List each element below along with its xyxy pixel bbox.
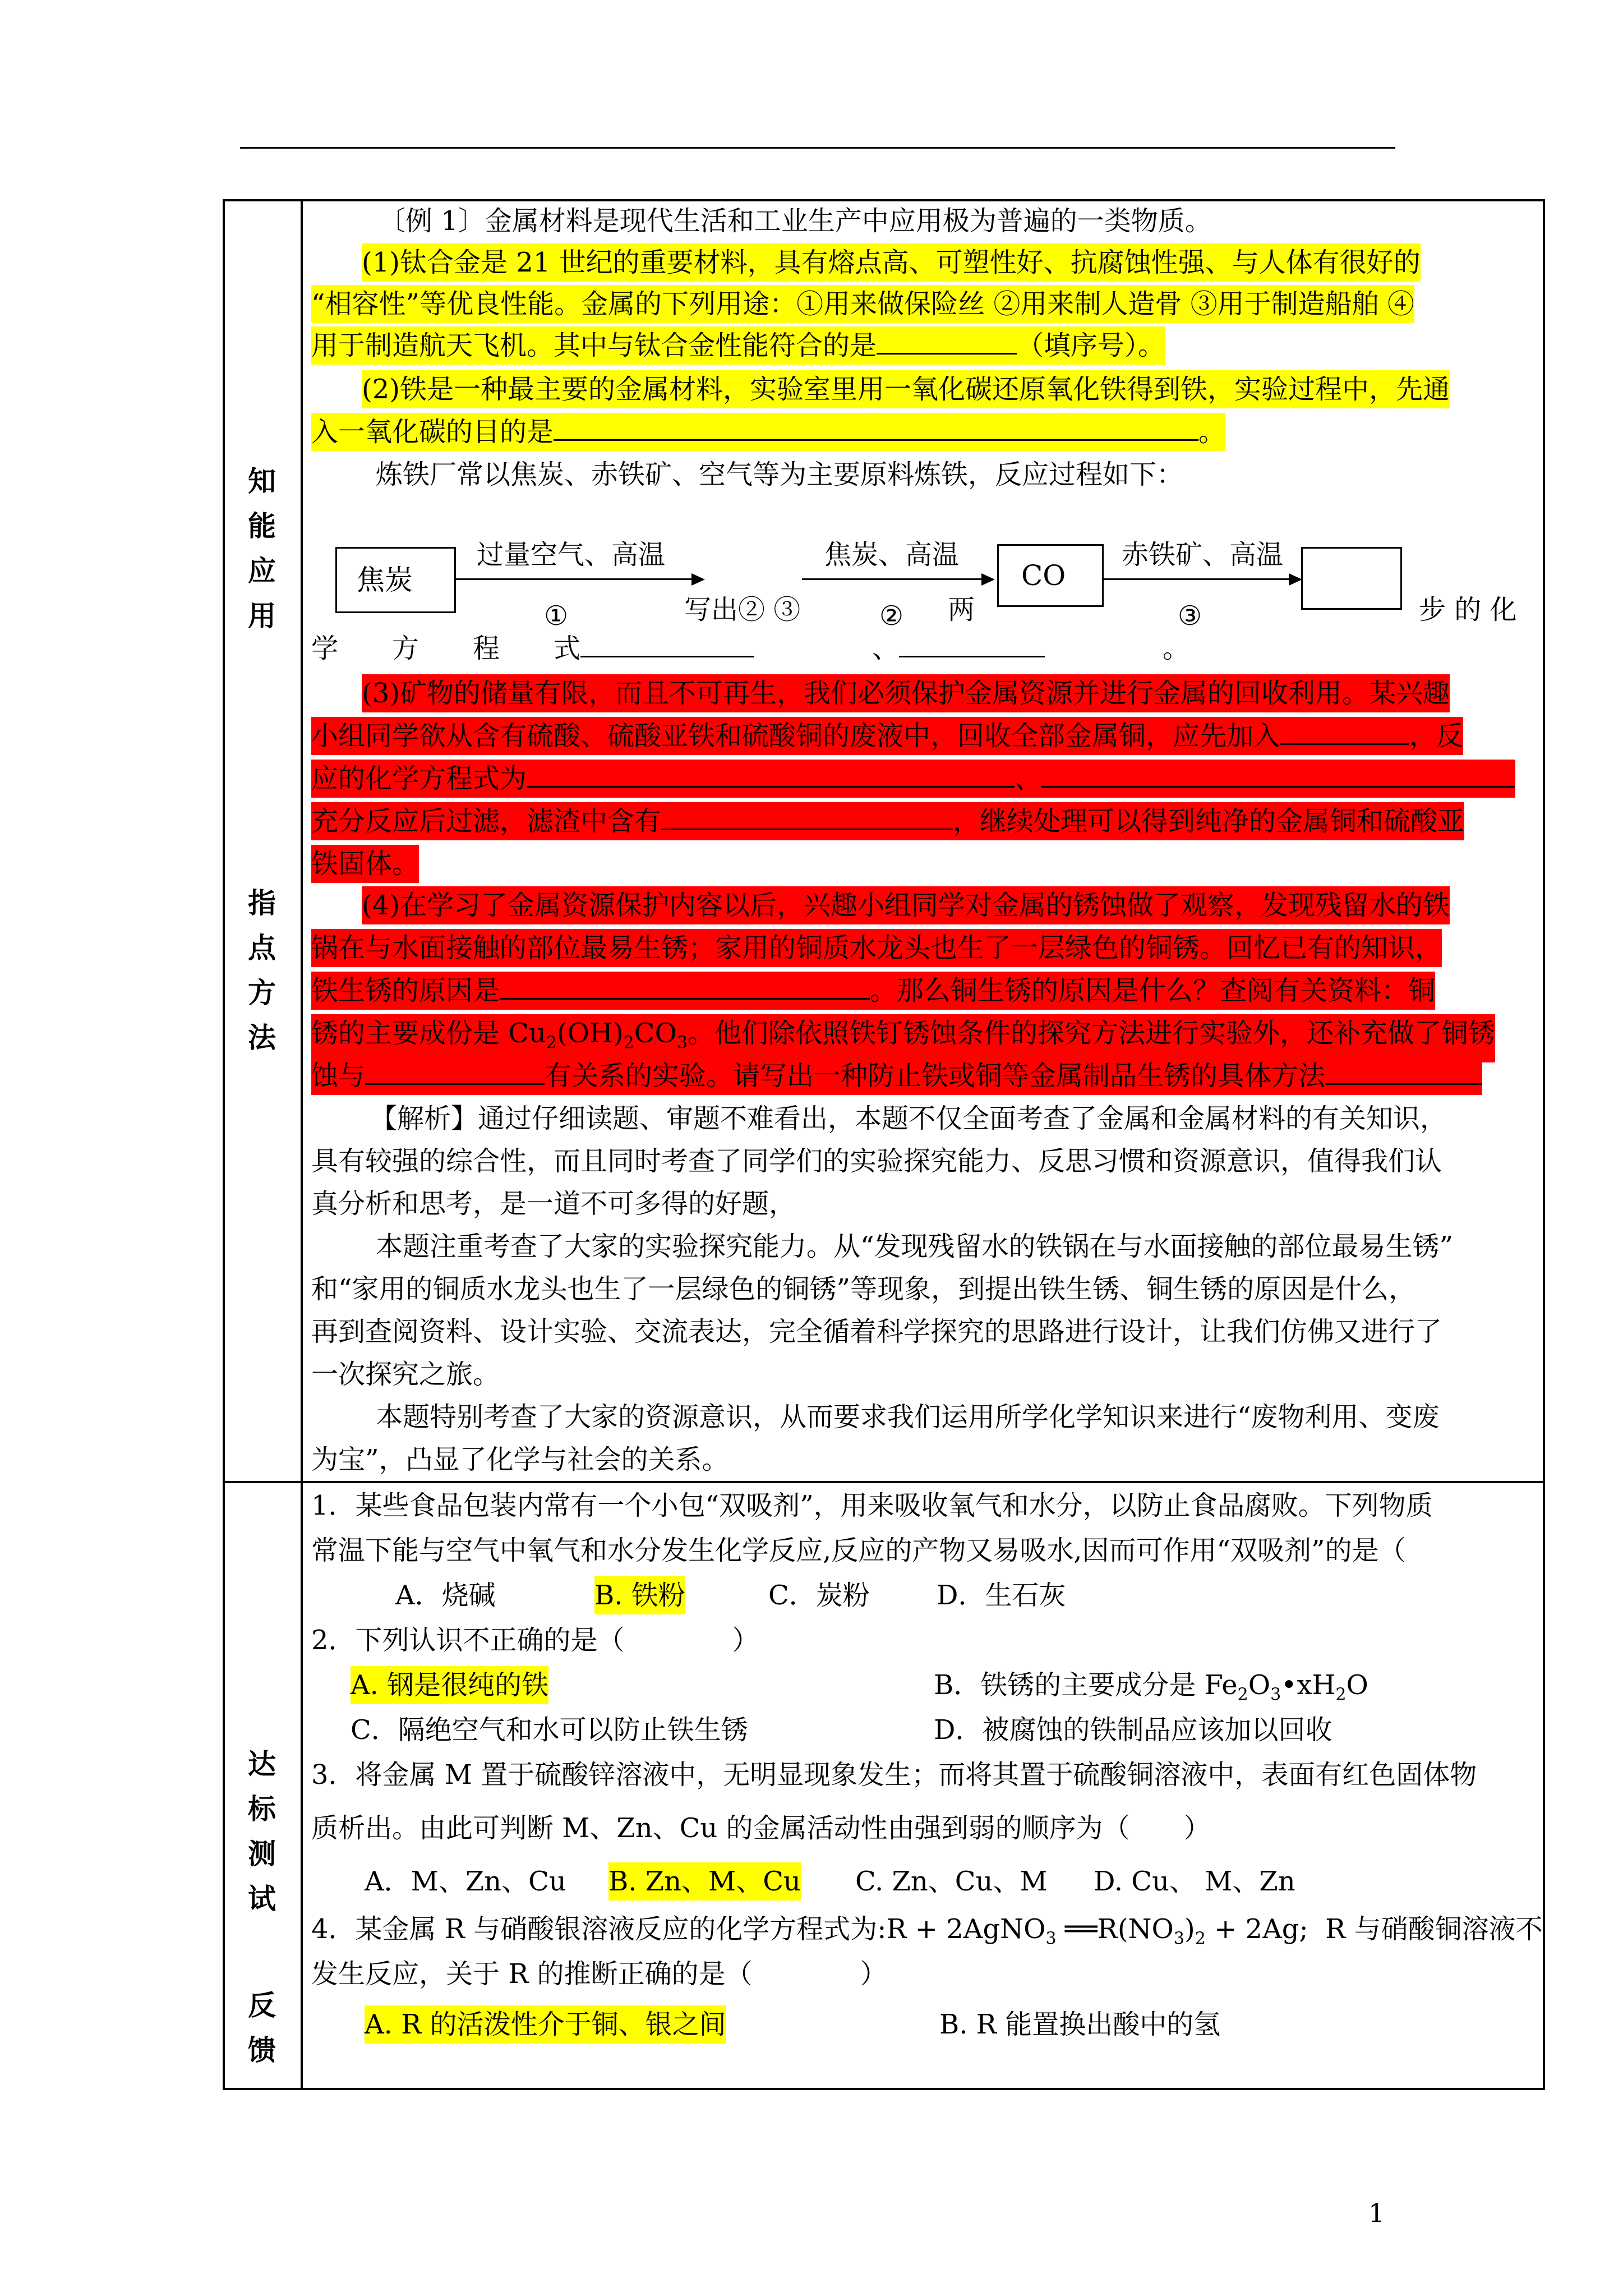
page-number: 1: [1368, 2198, 1385, 2228]
test-q1-option-c[interactable]: C．炭粉: [768, 1580, 870, 1611]
test-q3-option-b[interactable]: B. Zn、M、Cu: [608, 1862, 801, 1901]
flow-inline-text: 写出② ③: [684, 594, 801, 625]
flow-arrow2-label: 焦炭、高温: [824, 539, 960, 570]
flow-inline-text2: 两: [948, 594, 975, 625]
flow-arrow1-label: 过量空气、高温: [477, 539, 666, 570]
flow-arrow-1: [456, 578, 703, 580]
header-rule: [240, 147, 1395, 149]
test-q3-option-a[interactable]: A．M、Zn、Cu: [365, 1866, 566, 1897]
q1-line2: “相容性”等优良性能。金属的下列用途：①用来做保险丝 ②用来制人造骨 ③用于制造船舶 ④: [311, 285, 1414, 323]
q4-line3: 铁生锈的原因是 。那么铜生锈的原因是什么？查阅有关资料：铜: [311, 972, 1435, 1010]
flow-box-coke: 焦炭: [335, 547, 456, 613]
test-q2-option-b[interactable]: B．铁锈的主要成分是 $Fe_2O_3•xH_2O$: [934, 1669, 1368, 1705]
q4-line1: (4)在学习了金属资源保护内容以后，兴趣小组同学对金属的锈蚀做了观察，发现残留水的铁: [362, 886, 1450, 924]
flow-arrow3-num: ③: [1178, 600, 1202, 632]
side-label-test: 达 标 测 试: [248, 1747, 276, 1915]
column-divider: [301, 199, 303, 2090]
test-q1-option-b[interactable]: B. 铁粉: [594, 1576, 685, 1614]
q3-line5: 铁固体。: [311, 845, 419, 883]
q3-line1: (3)矿物的储量有限，而且不可再生，我们必须保护金属资源并进行金属的回收利用。某兴趣: [362, 674, 1450, 712]
q4-line2: 锅在与水面接触的部位最易生锈；家用的铜质水龙头也生了一层绿色的铜锈。回忆已有的知识，: [311, 929, 1442, 967]
side-label-top: 知 能 应 用: [248, 464, 276, 632]
equation-line: 学 方 程 式 、 。: [311, 633, 1190, 664]
q3-line2: 小组同学欲从含有硫酸、硫酸亚铁和硫酸铜的废液中，回收全部金属铜，应先加入 ，反: [311, 717, 1463, 755]
analysis-line1: 【解析】通过仔细读题、审题不难看出，本题不仅全面考查了金属和金属材料的有关知识，: [370, 1103, 1447, 1134]
test-q1-option-d[interactable]: D．生石灰: [937, 1580, 1066, 1611]
test-q3-option-d[interactable]: D. Cu、 M、Zn: [1094, 1866, 1295, 1897]
flow-inline-text3: 步 的 化: [1419, 594, 1517, 625]
flow-arrow2-num: ②: [879, 600, 904, 632]
test-q3-line1: 3．将金属 M 置于硫酸锌溶液中，无明显现象发生；而将其置于硫酸铜溶液中，表面有红色固体物: [311, 1759, 1477, 1791]
flow-arrow1-num: ①: [544, 600, 569, 632]
test-q4-option-b[interactable]: B. R 能置换出酸中的氢: [939, 2009, 1221, 2040]
q4-line4: 锈的主要成份是 $Cu_2(OH)_2CO_3$。他们除依照铁钉锈蚀条件的探究方法进行实验外，还补充做了铜锈: [311, 1014, 1495, 1062]
flow-arrow-2: [802, 578, 993, 580]
q2-line1: (2)铁是一种最主要的金属材料，实验室里用一氧化碳还原氧化铁得到铁，实验过程中，先通: [362, 370, 1450, 408]
test-q4-option-a[interactable]: A. R 的活泼性介于铜、银之间: [365, 2005, 726, 2044]
analysis-line5: 和“家用的铜质水龙头也生了一层绿色的铜锈”等现象，到提出铁生锈、铜生锈的原因是什么，: [311, 1273, 1416, 1305]
flow-arrow-3: [1104, 578, 1300, 580]
analysis-line3: 真分析和思考，是一道不可多得的好题，: [311, 1188, 796, 1220]
test-q1-line1: 1．某些食品包装内常有一个小包“双吸剂”，用来吸收氧气和水分，以防止食品腐败。下列物质: [311, 1490, 1433, 1521]
test-q3-line2: 质析出。由此可判断 M、Zn、Cu 的金属活动性由强到弱的顺序为（ ）: [311, 1812, 1211, 1844]
example-intro: 〔例 1〕金属材料是现代生活和工业生产中应用极为普遍的一类物质。: [379, 205, 1212, 237]
q2-line2: 入一氧化碳的目的是 。: [311, 413, 1225, 451]
analysis-line8: 本题特别考查了大家的资源意识，从而要求我们运用所学化学知识来进行“废物利用、变废: [376, 1401, 1440, 1433]
q3-line3: 应的化学方程式为 、: [311, 760, 1515, 798]
flow-box-product: [1301, 547, 1402, 610]
test-q2-option-a[interactable]: A. 钢是很纯的铁: [351, 1666, 548, 1704]
analysis-line2: 具有较强的综合性，而且同时考查了同学们的实验探究能力、反思习惯和资源意识，值得我们认: [311, 1145, 1442, 1177]
q3-line4: 充分反应后过滤，滤渣中含有 ，继续处理可以得到纯净的金属铜和硫酸亚: [311, 802, 1464, 840]
process-intro: 炼铁厂常以焦炭、赤铁矿、空气等为主要原料炼铁，反应过程如下：: [376, 459, 1184, 490]
analysis-line7: 一次探究之旅。: [311, 1359, 500, 1390]
q4-line5: 蚀与 有关系的实验。请写出一种防止铁或铜等金属制品生锈的具体方法: [311, 1057, 1482, 1095]
q1-line1: (1)钛合金是 21 世纪的重要材料，具有熔点高、可塑性好、抗腐蚀性强、与人体有很好的: [362, 243, 1421, 282]
analysis-line6: 再到查阅资料、设计实验、交流表达，完全循着科学探究的思路进行设计，让我们仿佛又进行了: [311, 1316, 1442, 1347]
analysis-line4: 本题注重考查了大家的实验探究能力。从“发现残留水的铁锅在与水面接触的部位最易生锈”: [376, 1231, 1454, 1262]
side-label-middle: 指 点 方 法: [248, 886, 276, 1054]
row-divider: [223, 1481, 1545, 1483]
q1-line3: 用于制造航天飞机。其中与钛合金性能符合的是 （填序号）。: [311, 326, 1165, 365]
test-q2-stem: 2．下列认识不正确的是（ ）: [311, 1625, 759, 1656]
test-q1-line2: 常温下能与空气中氧气和水分发生化学反应,反应的产物又易吸水,因而可作用“双吸剂”的是（: [311, 1535, 1406, 1566]
flow-box-co: CO: [997, 544, 1104, 607]
test-q3-option-c[interactable]: C. Zn、Cu、M: [855, 1866, 1048, 1897]
test-q4-line1: 4．某金属 R 与硝酸银溶液反应的化学方程式为:R + 2AgNO$_3$ $══R(NO_3)_2 + 2Ag$; R 与硝酸铜溶液不: [311, 1913, 1543, 1949]
test-q2-option-c[interactable]: C．隔绝空气和水可以防止铁生锈: [351, 1714, 748, 1746]
side-label-feedback: 反 馈: [248, 1989, 276, 2067]
flow-arrow3-label: 赤铁矿、高温: [1122, 539, 1284, 570]
test-q2-option-d[interactable]: D．被腐蚀的铁制品应该加以回收: [934, 1714, 1332, 1746]
test-q4-line2: 发生反应，关于 R 的推断正确的是（ ）: [311, 1958, 887, 1990]
analysis-line9: 为宝”，凸显了化学与社会的关系。: [311, 1444, 729, 1475]
test-q1-option-a[interactable]: A．烧碱: [395, 1580, 496, 1611]
